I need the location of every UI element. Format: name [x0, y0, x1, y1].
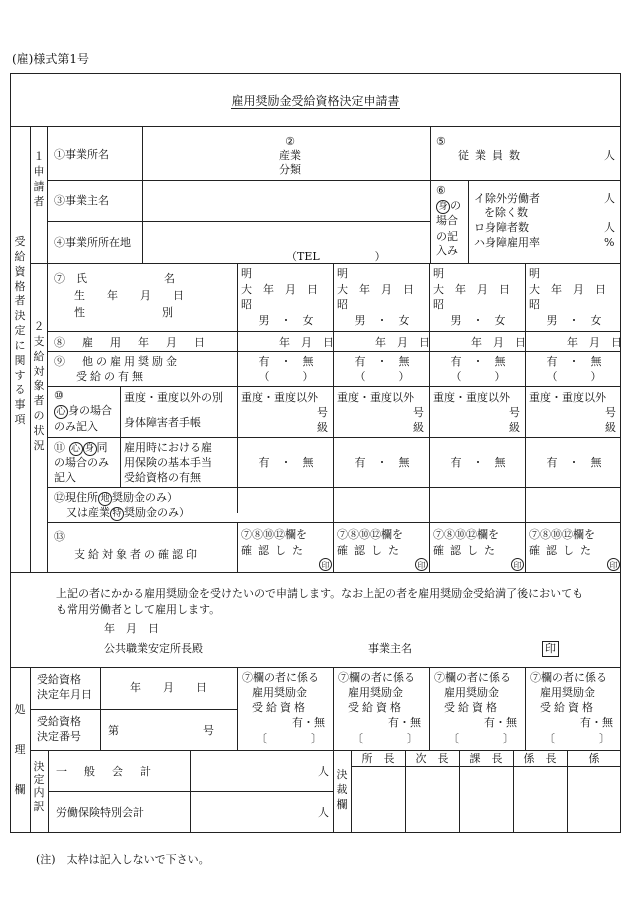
- office-name-label: ①事業所名: [54, 148, 109, 161]
- confirm-seal: 印: [319, 558, 332, 571]
- birth-era-mark: 明: [433, 267, 444, 280]
- birth-era-mark: 昭: [433, 298, 444, 311]
- heart-circle-mark: 心: [69, 442, 83, 456]
- divider: [142, 126, 143, 263]
- divider: [47, 487, 621, 488]
- confirm-text: ⑦⑧⑩⑫欄を: [529, 528, 595, 541]
- divider: [429, 667, 430, 750]
- approver-label: 係 長: [523, 752, 557, 765]
- severity-options: 重度・重度以外: [529, 391, 606, 404]
- industry-number: ②: [285, 135, 295, 148]
- sex-options: 男 ・ 女: [258, 314, 314, 327]
- severity-options: 重度・重度以外: [241, 391, 318, 404]
- certificate-grade-unit: 級: [605, 421, 616, 434]
- processing-col-label: 受給資格: [252, 701, 308, 714]
- divider: [351, 766, 621, 767]
- owner-seal: 印: [542, 641, 559, 657]
- approver-label: 次 長: [415, 752, 449, 765]
- other-subsidy-options: 有 ・ 無: [450, 355, 506, 368]
- confirm-text: ⑦⑧⑩⑫欄を: [433, 528, 499, 541]
- birth-era-mark: 昭: [529, 298, 540, 311]
- birth-era-mark: 明: [337, 267, 348, 280]
- processing-col-bracket: 〔 〕: [448, 732, 514, 745]
- divider: [30, 126, 31, 572]
- approver-label: 課 長: [469, 752, 503, 765]
- sex-options: 男 ・ 女: [354, 314, 410, 327]
- processing-col-label: 受給資格: [348, 701, 404, 714]
- other-subsidy-options: 有 ・ 無: [546, 355, 602, 368]
- owner-name-label: ③事業主名: [54, 194, 109, 207]
- confirm-text: 確認した: [529, 544, 597, 557]
- birth-date-fields: 大 年 月 日: [337, 283, 414, 296]
- row9-label: ⑨ 他の雇用奨励金: [54, 355, 180, 368]
- approver-label: 係: [588, 752, 600, 765]
- divider: [10, 126, 621, 127]
- processing-col-label: 雇用奨励金: [540, 686, 595, 699]
- divider: [10, 572, 621, 573]
- decision-date-label: 受給資格: [37, 673, 81, 686]
- special-account-label: 労働保険特別会計: [56, 806, 144, 819]
- other-subsidy-detail: （ ）: [354, 370, 410, 383]
- section-label-subjects: ２支給対象者の状況: [33, 320, 45, 452]
- declaration-owner: 事業主名: [368, 642, 412, 655]
- row12-label: 奨励金のみ）: [124, 506, 190, 519]
- divider: [47, 437, 621, 438]
- breakdown-label: 決定内訳: [33, 760, 45, 813]
- approval-label: 決裁欄: [336, 768, 348, 811]
- processing-col-label: 雇用奨励金: [348, 686, 403, 699]
- decision-number-label: 受給資格: [37, 715, 81, 728]
- divider: [47, 331, 621, 332]
- industry-label: 産業: [279, 149, 301, 162]
- form-number: (雇)様式第1号: [12, 52, 89, 66]
- section-label-applicant: １申請者: [33, 150, 45, 208]
- row12-label: 又は産業: [66, 506, 110, 519]
- declaration-line: 上記の者にかかる雇用奨励金を受けたいので申請します。なお上記の者を雇用奨励金受給満了後においても: [56, 587, 584, 600]
- certificate-grade-unit: 級: [317, 421, 328, 434]
- row12-label: ⑫現住所: [54, 491, 98, 504]
- hire-date-fields: 年 月 日: [567, 336, 622, 349]
- other-subsidy-options: 有 ・ 無: [258, 355, 314, 368]
- employees-unit: 人: [604, 149, 615, 162]
- row12-label: 奨励金のみ）: [112, 491, 178, 504]
- severity-options: 重度・重度以外: [433, 391, 510, 404]
- special-account-unit: 人: [318, 806, 329, 819]
- row10-sub-label: 重度・重度以外の別: [124, 391, 223, 404]
- approver-label: 所 長: [361, 752, 395, 765]
- row11-sub-label: 雇用時における雇: [124, 441, 212, 454]
- row11-label: の場合のみ: [54, 456, 109, 469]
- processing-col-label: ⑦欄の者に係る: [242, 671, 319, 684]
- certificate-grade-unit: 級: [413, 421, 424, 434]
- unit-person: 人: [604, 192, 615, 205]
- hire-date-fields: 年 月 日: [279, 336, 334, 349]
- benefit-eligibility-options: 有 ・ 無: [258, 456, 314, 469]
- divider: [429, 263, 430, 572]
- certificate-grade-unit: 級: [509, 421, 520, 434]
- form-title: 雇用奨励金受給資格決定申請書: [231, 94, 400, 108]
- declaration-date: 年 月 日: [104, 622, 159, 635]
- divider: [47, 180, 621, 181]
- confirm-text: ⑦⑧⑩⑫欄を: [241, 528, 307, 541]
- divider: [333, 263, 334, 572]
- processing-col-label: 受給資格: [540, 701, 596, 714]
- certificate-number-unit: 号: [317, 406, 328, 419]
- other-subsidy-detail: （ ）: [258, 370, 314, 383]
- benefit-eligibility-options: 有 ・ 無: [354, 456, 410, 469]
- processing-col-label: ⑦欄の者に係る: [530, 671, 607, 684]
- row13-label: 支給対象者の確認印: [74, 548, 200, 561]
- processing-col-option: 有・無: [388, 716, 421, 729]
- certificate-number-unit: 号: [605, 406, 616, 419]
- other-subsidy-options: 有 ・ 無: [354, 355, 410, 368]
- row11-label: 記入: [54, 471, 76, 484]
- decision-number-label: 決定番号: [37, 730, 81, 743]
- divider: [10, 667, 621, 668]
- decision-date-label: 決定年月日: [37, 688, 92, 701]
- row7-label: ⑦ 氏 名: [54, 272, 175, 285]
- benefit-eligibility-options: 有 ・ 無: [546, 456, 602, 469]
- six-label: の: [450, 199, 461, 212]
- divider: [30, 750, 621, 751]
- divider: [47, 522, 621, 523]
- confirm-text: 確認した: [337, 544, 405, 557]
- processing-col-option: 有・無: [484, 716, 517, 729]
- birth-date-fields: 大 年 月 日: [241, 283, 318, 296]
- birth-date-fields: 大 年 月 日: [529, 283, 606, 296]
- divider: [525, 263, 526, 572]
- processing-col-bracket: 〔 〕: [544, 732, 610, 745]
- decision-number-suffix: 号: [203, 724, 214, 737]
- processing-label: 処理欄: [14, 703, 26, 796]
- divider: [237, 512, 238, 513]
- unit-percent: %: [604, 236, 615, 249]
- birth-era-mark: 明: [241, 267, 252, 280]
- six-label: の記入み: [436, 230, 458, 257]
- other-subsidy-detail: （ ）: [450, 370, 506, 383]
- row10-label: 身の場合: [68, 404, 112, 417]
- declaration-addressee: 公共職業安定所長殿: [104, 642, 203, 655]
- processing-col-label: ⑦欄の者に係る: [338, 671, 415, 684]
- body-circle-mark: 身: [83, 442, 97, 456]
- heart-circle-mark: 心: [54, 405, 68, 419]
- processing-col-label: 雇用奨励金: [444, 686, 499, 699]
- region-circle-mark: 地: [98, 492, 112, 506]
- sex-options: 男 ・ 女: [450, 314, 506, 327]
- footnote: (注) 太枠は記入しないで下さい。: [36, 853, 210, 866]
- row11-sub-label: 受給資格の有無: [124, 471, 201, 484]
- divider: [525, 667, 526, 750]
- row10-sub-label: 身体障害者手帳: [124, 416, 201, 429]
- certificate-number-unit: 号: [413, 406, 424, 419]
- section-label-main: 受給資格者決定に関する事項: [14, 235, 26, 427]
- divider: [30, 709, 237, 710]
- hire-date-fields: 年 月 日: [375, 336, 430, 349]
- divider: [47, 126, 48, 572]
- six-i-label: を除く数: [484, 206, 528, 219]
- decision-number-prefix: 第: [108, 724, 119, 737]
- general-account-unit: 人: [318, 765, 329, 778]
- row7-label: 性 別: [74, 306, 173, 319]
- benefit-eligibility-options: 有 ・ 無: [450, 456, 506, 469]
- birth-era-mark: 明: [529, 267, 540, 280]
- six-number: ⑥: [436, 184, 446, 197]
- divider: [237, 667, 238, 750]
- sex-options: 男 ・ 女: [546, 314, 602, 327]
- divider: [468, 180, 469, 263]
- employees-number: ⑤: [436, 135, 446, 148]
- severity-options: 重度・重度以外: [337, 391, 414, 404]
- hire-date-fields: 年 月 日: [471, 336, 526, 349]
- birth-date-fields: 大 年 月 日: [433, 283, 510, 296]
- divider: [47, 221, 430, 222]
- six-ro-label: ロ身障者数: [474, 221, 529, 234]
- row9-label: 受給の有無: [76, 370, 146, 383]
- industry-label: 分類: [279, 163, 301, 176]
- employees-label: 従業員数: [458, 149, 526, 162]
- unit-person: 人: [604, 221, 615, 234]
- declaration-line: も常用労働者として雇用します。: [56, 603, 221, 616]
- tel-field: （TEL ）: [286, 250, 386, 263]
- divider: [47, 386, 621, 387]
- processing-col-bracket: 〔 〕: [256, 732, 322, 745]
- processing-col-bracket: 〔 〕: [352, 732, 418, 745]
- certificate-number-unit: 号: [509, 406, 520, 419]
- confirm-seal: 印: [607, 558, 620, 571]
- general-account-label: 一 般 会 計: [56, 765, 154, 778]
- divider: [47, 351, 621, 352]
- processing-col-option: 有・無: [292, 716, 325, 729]
- divider: [190, 750, 191, 833]
- birth-era-mark: 昭: [241, 298, 252, 311]
- confirm-text: ⑦⑧⑩⑫欄を: [337, 528, 403, 541]
- other-subsidy-detail: （ ）: [546, 370, 602, 383]
- row13-number: ⑬: [54, 530, 65, 543]
- birth-era-mark: 昭: [337, 298, 348, 311]
- row11-sub-label: 用保険の基本手当: [124, 456, 212, 469]
- row10-number: ⑩: [54, 389, 64, 402]
- divider: [430, 126, 431, 263]
- processing-col-label: 雇用奨励金: [252, 686, 307, 699]
- row11-number: ⑪: [54, 441, 65, 454]
- decision-date-fields: 年 月 日: [130, 681, 207, 694]
- confirm-text: 確認した: [433, 544, 501, 557]
- six-ha-label: ハ身障雇用率: [474, 236, 540, 249]
- divider: [237, 522, 238, 572]
- processing-col-label: ⑦欄の者に係る: [434, 671, 511, 684]
- confirm-seal: 印: [415, 558, 428, 571]
- confirm-seal: 印: [511, 558, 524, 571]
- special-circle-mark: 特: [110, 507, 124, 521]
- row11-label: 同: [96, 441, 108, 454]
- six-label: 場合: [436, 214, 458, 227]
- confirm-text: 確認した: [241, 544, 309, 557]
- six-i-label: イ除外労働者: [474, 192, 540, 205]
- divider: [237, 263, 238, 512]
- disabled-circle-mark: 身: [436, 200, 450, 214]
- divider: [120, 386, 121, 487]
- row7-label: 生 年 月 日: [74, 289, 184, 302]
- row8-label: ⑧ 雇 用 年 月 日: [54, 336, 208, 349]
- office-address-label: ④事業所所在地: [54, 236, 131, 249]
- processing-col-option: 有・無: [580, 716, 613, 729]
- processing-col-label: 受給資格: [444, 701, 500, 714]
- row10-label: のみ記入: [54, 420, 98, 433]
